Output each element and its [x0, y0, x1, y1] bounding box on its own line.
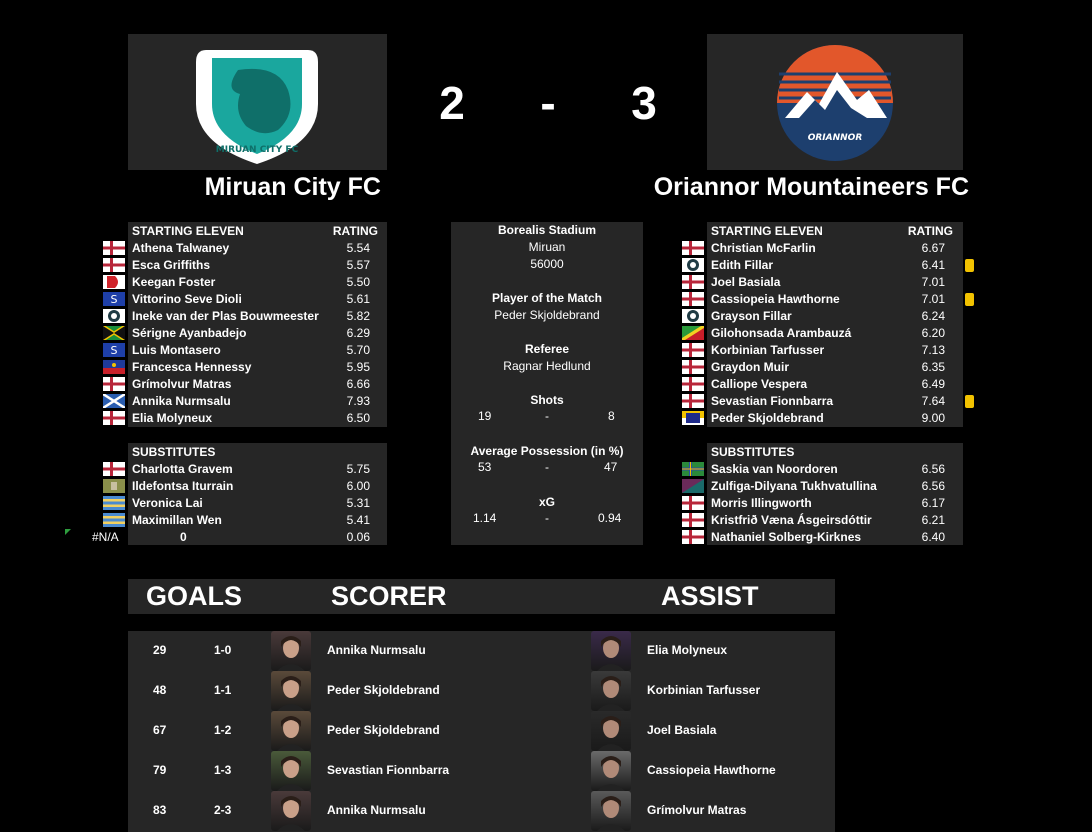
nordic-red-flag-icon [682, 530, 704, 544]
substitute-row[interactable] [707, 478, 963, 495]
possession-label: Average Possession (in %) [470, 444, 624, 458]
assist-name: Grímolvur Matras [647, 803, 747, 817]
away-logo-box [707, 34, 963, 170]
xg-away: 0.94 [598, 511, 622, 525]
player-name: Luis Montasero [132, 343, 221, 357]
player-row[interactable] [707, 308, 963, 325]
away-lineup [707, 222, 963, 552]
substitute-row[interactable] [707, 529, 963, 546]
blue-emblem-flag-icon [103, 343, 125, 357]
player-row[interactable] [128, 325, 387, 342]
red-white-d-flag-icon [103, 275, 125, 289]
scorer-avatar [271, 671, 311, 711]
player-row[interactable] [128, 410, 387, 427]
scorer-avatar [271, 711, 311, 751]
player-row[interactable] [707, 359, 963, 376]
shots-home: 19 [478, 409, 492, 423]
home-crest-text: MIRUAN CITY FC [215, 145, 299, 155]
nordic-red-flag-icon [682, 394, 704, 408]
player-rating: 6.67 [921, 241, 945, 255]
player-rating: 6.24 [921, 309, 945, 323]
player-row[interactable] [707, 274, 963, 291]
away_lineup-rating-header: RATING [907, 224, 953, 238]
assist-name: Cassiopeia Hawthorne [647, 763, 776, 777]
player-row[interactable] [707, 257, 963, 274]
away-team-name: Oriannor Mountaineers FC [653, 173, 969, 201]
goal-score: 1-3 [214, 763, 232, 777]
potm-name: Peder Skjoldebrand [494, 308, 600, 322]
substitute-rating: 6.17 [921, 496, 945, 510]
stripes-blue-flag-icon [103, 496, 125, 510]
substitute-rating: 6.00 [346, 479, 370, 493]
goal-score: 1-0 [214, 643, 232, 657]
player-rating: 6.20 [921, 326, 945, 340]
blue-red-flag-icon [103, 360, 125, 374]
away-crest-icon [707, 34, 963, 170]
substitute-rating: 5.41 [346, 513, 370, 527]
player-row[interactable] [128, 308, 387, 325]
goal-minute: 79 [153, 763, 167, 777]
substitute-name: Veronica Lai [132, 496, 203, 510]
scorer-avatar [271, 631, 311, 671]
home_lineup-start-header-row [128, 223, 387, 240]
scorer-avatar [271, 751, 311, 791]
player-row[interactable] [707, 410, 963, 427]
player-name: Grímolvur Matras [132, 377, 232, 391]
player-rating: 5.82 [346, 309, 370, 323]
city: Miruan [528, 240, 566, 254]
crest-flag-icon [103, 309, 125, 323]
nordic-red-flag-icon [682, 513, 704, 527]
player-rating: 5.57 [346, 258, 370, 272]
yellow-card-icon [965, 395, 974, 408]
extra-row [92, 529, 387, 546]
player-name: Edith Fillar [711, 258, 774, 272]
home-lineup [92, 222, 387, 552]
substitute-row[interactable] [707, 512, 963, 529]
assist-avatar [591, 751, 631, 791]
player-name: Vittorino Seve Dioli [132, 292, 242, 306]
substitute-rating: 5.75 [346, 462, 370, 476]
player-name: Esca Griffiths [132, 258, 211, 272]
goals-list [128, 631, 835, 832]
nordic-red-flag-icon [682, 377, 704, 391]
goal-row[interactable] [128, 791, 835, 831]
goals-header-bar [128, 579, 835, 614]
home-logo-box [128, 34, 387, 170]
home_lineup-rating-header: RATING [332, 224, 378, 238]
player-rating: 6.41 [921, 258, 945, 272]
xg-sep: - [545, 511, 549, 525]
home_lineup-subs-header: SUBSTITUTES [132, 445, 216, 459]
extra-rating: 0.06 [346, 530, 370, 544]
substitute-rating: 6.56 [921, 479, 945, 493]
nordic-red-flag-icon [682, 360, 704, 374]
player-rating: 6.35 [921, 360, 945, 374]
olive-flag-icon [103, 479, 125, 493]
away-score: 3 [631, 77, 657, 129]
assist-name: Joel Basiala [647, 723, 717, 737]
goal-minute: 48 [153, 683, 167, 697]
player-rating: 5.50 [346, 275, 370, 289]
scorer-name: Peder Skjoldebrand [327, 723, 440, 737]
home_lineup-start-header: STARTING ELEVEN [132, 224, 244, 238]
home_lineup-subs-header-row [128, 444, 387, 461]
player-row[interactable] [110, 342, 387, 359]
assist-avatar [591, 631, 631, 671]
assist-name: Elia Molyneux [647, 643, 728, 657]
goal-row[interactable] [128, 671, 835, 711]
substitute-row[interactable] [128, 461, 387, 478]
assist-avatar [591, 671, 631, 711]
away_lineup-subs-header: SUBSTITUTES [711, 445, 795, 459]
scorer-header: SCORER [331, 581, 447, 611]
player-name: Joel Basiala [711, 275, 781, 289]
diag-purple-flag-icon [682, 479, 704, 493]
substitute-row[interactable] [128, 512, 387, 529]
nordic-red-flag-icon [103, 241, 125, 255]
player-row[interactable] [128, 274, 387, 291]
xg-label: xG [538, 495, 555, 509]
player-rating: 5.54 [346, 241, 370, 255]
cell-error-marker [65, 529, 71, 535]
substitute-name: Maximillan Wen [132, 513, 222, 527]
substitute-rating: 6.21 [921, 513, 945, 527]
home-crest-icon [128, 34, 387, 170]
player-row[interactable] [128, 240, 387, 257]
nordic-red-flag-icon [103, 411, 125, 425]
goal-row[interactable] [128, 711, 835, 751]
away_lineup-subs-header-row [707, 444, 963, 461]
goal-row[interactable] [128, 631, 835, 671]
player-rating: 6.50 [346, 411, 370, 425]
nordic-red-flag-icon [103, 462, 125, 476]
goal-score: 1-1 [214, 683, 232, 697]
nordic-red-flag-icon [682, 343, 704, 357]
xg-home: 1.14 [473, 511, 497, 525]
referee-name: Ragnar Hedlund [503, 359, 591, 373]
substitute-rating: 6.40 [921, 530, 945, 544]
player-row[interactable] [128, 257, 387, 274]
substitute-name: Zulfiga-Dilyana Tukhvatullina [711, 479, 877, 493]
crest-flag-icon [682, 309, 704, 323]
player-name: Athena Talwaney [132, 241, 230, 255]
player-row[interactable] [707, 342, 963, 359]
player-row[interactable] [707, 393, 963, 410]
yellow-card-icon [965, 293, 974, 306]
home-team-name: Miruan City FC [204, 173, 381, 201]
scorer-name: Peder Skjoldebrand [327, 683, 440, 697]
substitute-name: Kristfrið Væna Ásgeirsdóttir [711, 513, 872, 527]
player-rating: 7.64 [921, 394, 945, 408]
match-info-panel [451, 222, 643, 545]
na-label: #N/A [92, 530, 119, 544]
score-dash: - [540, 77, 556, 129]
nordic-red-flag-icon [682, 241, 704, 255]
substitute-rating: 6.56 [921, 462, 945, 476]
player-name: Annika Nurmsalu [132, 394, 231, 408]
player-name: Sérigne Ayanbadejo [132, 326, 247, 340]
player-name: Calliope Vespera [711, 377, 808, 391]
potm-label: Player of the Match [491, 291, 603, 305]
scorer-name: Annika Nurmsalu [327, 803, 426, 817]
player-row[interactable] [110, 291, 387, 308]
player-name: Gilohonsada Arambauzá [711, 326, 852, 340]
player-row[interactable] [707, 240, 963, 257]
scorer-name: Sevastian Fionnbarra [327, 763, 450, 777]
player-name: Sevastian Fionnbarra [711, 394, 834, 408]
possession-home: 53 [478, 460, 492, 474]
substitute-row[interactable] [128, 495, 387, 512]
nordic-red-flag-icon [103, 377, 125, 391]
player-rating: 7.93 [346, 394, 370, 408]
substitute-row[interactable] [128, 478, 387, 495]
player-rating: 5.61 [346, 292, 370, 306]
goal-score: 2-3 [214, 803, 232, 817]
player-rating: 5.70 [346, 343, 370, 357]
nordic-yellow-flag-icon [682, 462, 704, 476]
shots-label: Shots [530, 393, 564, 407]
stadium: Borealis Stadium [497, 223, 597, 237]
player-name: Keegan Foster [132, 275, 216, 289]
player-rating: 6.49 [921, 377, 945, 391]
possession-away: 47 [604, 460, 618, 474]
goal-score: 1-2 [214, 723, 232, 737]
diag-green-flag-icon [682, 326, 704, 340]
assist-name: Korbinian Tarfusser [647, 683, 761, 697]
jamaica-flag-icon [103, 326, 125, 340]
player-rating: 7.01 [921, 292, 945, 306]
player-rating: 5.95 [346, 360, 370, 374]
goal-minute: 67 [153, 723, 167, 737]
goals-header: GOALS [146, 581, 243, 611]
nordic-red-flag-icon [682, 275, 704, 289]
substitute-name: Ildefontsa Iturrain [132, 479, 234, 493]
substitute-name: Charlotta Gravem [132, 462, 233, 476]
substitute-name: Nathaniel Solberg-Kirknes [711, 530, 862, 544]
goal-minute: 83 [153, 803, 167, 817]
substitute-name: Morris Illingworth [711, 496, 812, 510]
player-rating: 6.29 [346, 326, 370, 340]
goal-minute: 29 [153, 643, 167, 657]
nordic-red-flag-icon [682, 496, 704, 510]
assist-avatar [591, 711, 631, 751]
attendance: 56000 [530, 257, 564, 271]
yellow-card-icon [965, 259, 974, 272]
home-score: 2 [439, 77, 465, 129]
assist-avatar [591, 791, 631, 831]
svg-text:S: S [110, 344, 118, 357]
substitute-row[interactable] [707, 461, 963, 478]
player-name: Korbinian Tarfusser [711, 343, 825, 357]
svg-text:S: S [110, 293, 118, 306]
crest-flag-icon [682, 258, 704, 272]
scorer-avatar [271, 791, 311, 831]
player-name: Cassiopeia Hawthorne [711, 292, 840, 306]
player-name: Graydon Muir [711, 360, 790, 374]
away_lineup-start-header-row [707, 223, 963, 240]
player-row[interactable] [128, 393, 387, 410]
nordic-red-flag-icon [682, 292, 704, 306]
player-row[interactable] [128, 359, 387, 376]
assist-header: ASSIST [661, 581, 759, 611]
player-row[interactable] [707, 376, 963, 393]
shots-away: 8 [608, 409, 615, 423]
goal-row[interactable] [128, 751, 835, 791]
player-name: Grayson Fillar [711, 309, 792, 323]
scorer-name: Annika Nurmsalu [327, 643, 426, 657]
player-row[interactable] [707, 291, 963, 308]
saltire-flag-icon [103, 394, 125, 408]
away-crest-text: ORIANNOR [807, 133, 863, 143]
stripes-blue-flag-icon [103, 513, 125, 527]
player-name: Elia Molyneux [132, 411, 213, 425]
player-name: Christian McFarlin [711, 241, 816, 255]
shots-sep: - [545, 409, 549, 423]
player-row[interactable] [128, 376, 387, 393]
substitute-rating: 5.31 [346, 496, 370, 510]
player-rating: 7.01 [921, 275, 945, 289]
player-rating: 6.66 [346, 377, 370, 391]
player-name: Ineke van der Plas Bouwmeester [132, 309, 319, 323]
player-name: Francesca Hennessy [132, 360, 252, 374]
blue-emblem-flag-icon [103, 292, 125, 306]
possession-sep: - [545, 460, 549, 474]
blue-yellow-flag-icon [682, 411, 704, 425]
player-row[interactable] [707, 325, 963, 342]
substitute-row[interactable] [707, 495, 963, 512]
player-rating: 9.00 [921, 411, 945, 425]
player-name: Peder Skjoldebrand [711, 411, 824, 425]
player-rating: 7.13 [921, 343, 945, 357]
extra-value: 0 [180, 530, 187, 544]
referee-label: Referee [524, 342, 570, 356]
away_lineup-start-header: STARTING ELEVEN [711, 224, 823, 238]
nordic-red-flag-icon [103, 258, 125, 272]
substitute-name: Saskia van Noordoren [711, 462, 838, 476]
